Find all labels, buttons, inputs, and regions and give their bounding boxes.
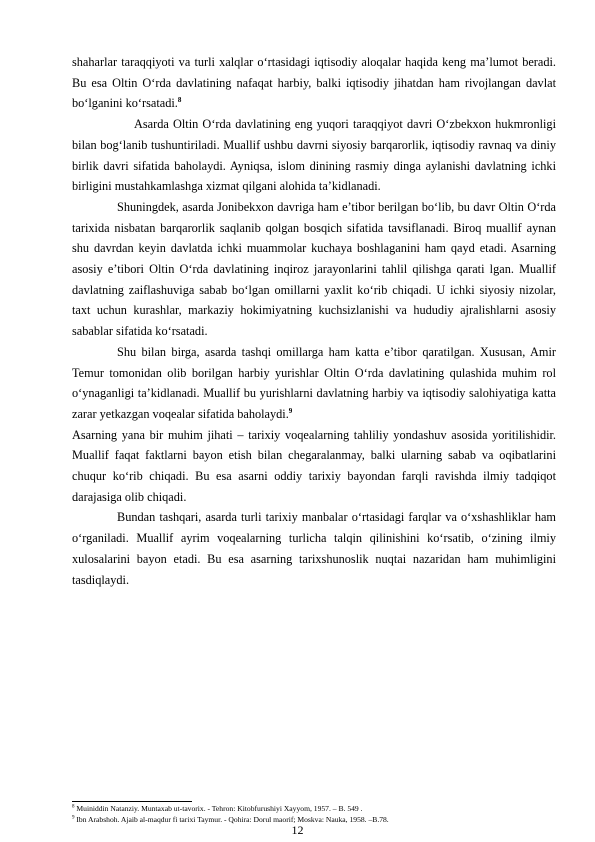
paragraph-4: Shu bilan birga, asarda tashqi omillarga ham katta e’tibor qaratilgan. Xususan, Amir Temur tomonidan olib borilgan harbiy yurishlar Oltin O‘rda davlatining qulashida muhim rol o‘ynaganligi ta’kidlanadi. Muallif bu yurishlarni davlatning harbiy va iqtisodiy salohiyatiga katta zarar yetkazgan voqealar sifatida baholaydi.$^9$	[72, 344, 556, 421]
footnote-divider	[72, 801, 192, 802]
paragraph-6: Bundan tashqari, asarda turli tarixiy manbalar o‘rtasidagi farqlar va o‘xshashliklar ham o‘rganiladi. Muallif ayrim voqealarning turlicha talqin qilinishini ko‘rsatib, o‘zining ilmiy xulosalarini bayon etadi. Bu esa asarning tarixshunoslik nuqtai nazaridan ham muhimligini tasdiqlaydi.	[72, 510, 556, 587]
paragraph-1: shaharlar taraqqiyoti va turli xalqlar o‘rtasidagi iqtisodiy aloqalar haqida keng ma’lumot beradi. Bu esa Oltin O‘rda davlatining nafaqat harbiy, balki iqtisodiy jihatdan ham rivojlangan davlat bo‘lganini ko‘rsatadi.$^8$	[72, 55, 556, 111]
paragraph-3: Shuningdek, asarda Jonibekxon davriga ham e’tibor berilgan bo‘lib, bu davr Oltin O‘rda tarixida nisbatan barqarorlik saqlanib qolgan bosqich sifatida tavsiflanadi. Biroq muallif aynan shu davrdan keyin davlatda ichki muammolar kuchaya boshlaganini ham qayd etadi. Asarning asosiy e’tibori Oltin O‘rda davlatining inqiroz jarayonlarini tahlil qilishga qarati lgan. Muallif davlatning zaiflashuviga sabab bo‘lgan omillarni yaxlit ko‘rib chiqadi. U ichki siyosiy nizolar, taxt uchun kurashlar, markaziy hokimiyatning kuchsizlanishi va hududiy ajralishlarni asosiy sabablar sifatida ko‘rsatadi.	[72, 199, 556, 339]
footnote-9: $^9$ Ibn Arabshoh. Ajaib al-maqdur fi tarixi Taymur. - Qohira: Dorul maorif; Moskva: Nauka, 1958. –B.78.	[72, 815, 389, 824]
footnote-ref-9[interactable]: 9	[288, 406, 293, 415]
page-number: 12	[291, 823, 304, 837]
footnotes	[72, 803, 556, 825]
footnote-ref-8[interactable]: 8	[177, 96, 182, 105]
paragraph-2: Asarda Oltin O‘rda davlatining eng yuqori taraqqiyot davri O‘zbekxon hukmronligi bilan bog‘lanib tushuntiriladi. Muallif ushbu davrni siyosiy barqarorlik, iqtisodiy ravnaq va diniy birlik davri sifatida baholaydi. Ayniqsa, islom dinining rasmiy dinga aylanishi davlatning ichki birligini mustahkamlashga xizmat qilgani alohida ta’kidlanadi.	[72, 117, 556, 194]
document-body	[72, 52, 556, 590]
footnote-8: $^8$ Muiniddin Natanziy. Muntaxab ut-tavorix. - Tehron: Kitobfurushiyi Xayyom, 1957. – B. 549 .	[72, 804, 363, 813]
paragraph-5: Asarning yana bir muhim jihati – tarixiy voqealarning tahliliy yondashuv asosida yoritilishidir. Muallif faqat faktlarni bayon etish bilan chegaralanmay, balki ularning sabab va oqibatlarini chuqur ko‘rib chiqadi. Bu esa asarni oddiy tarixiy bayondan farqli ravishda ilmiy tadqiqot darajasiga olib chiqadi.	[72, 427, 556, 504]
